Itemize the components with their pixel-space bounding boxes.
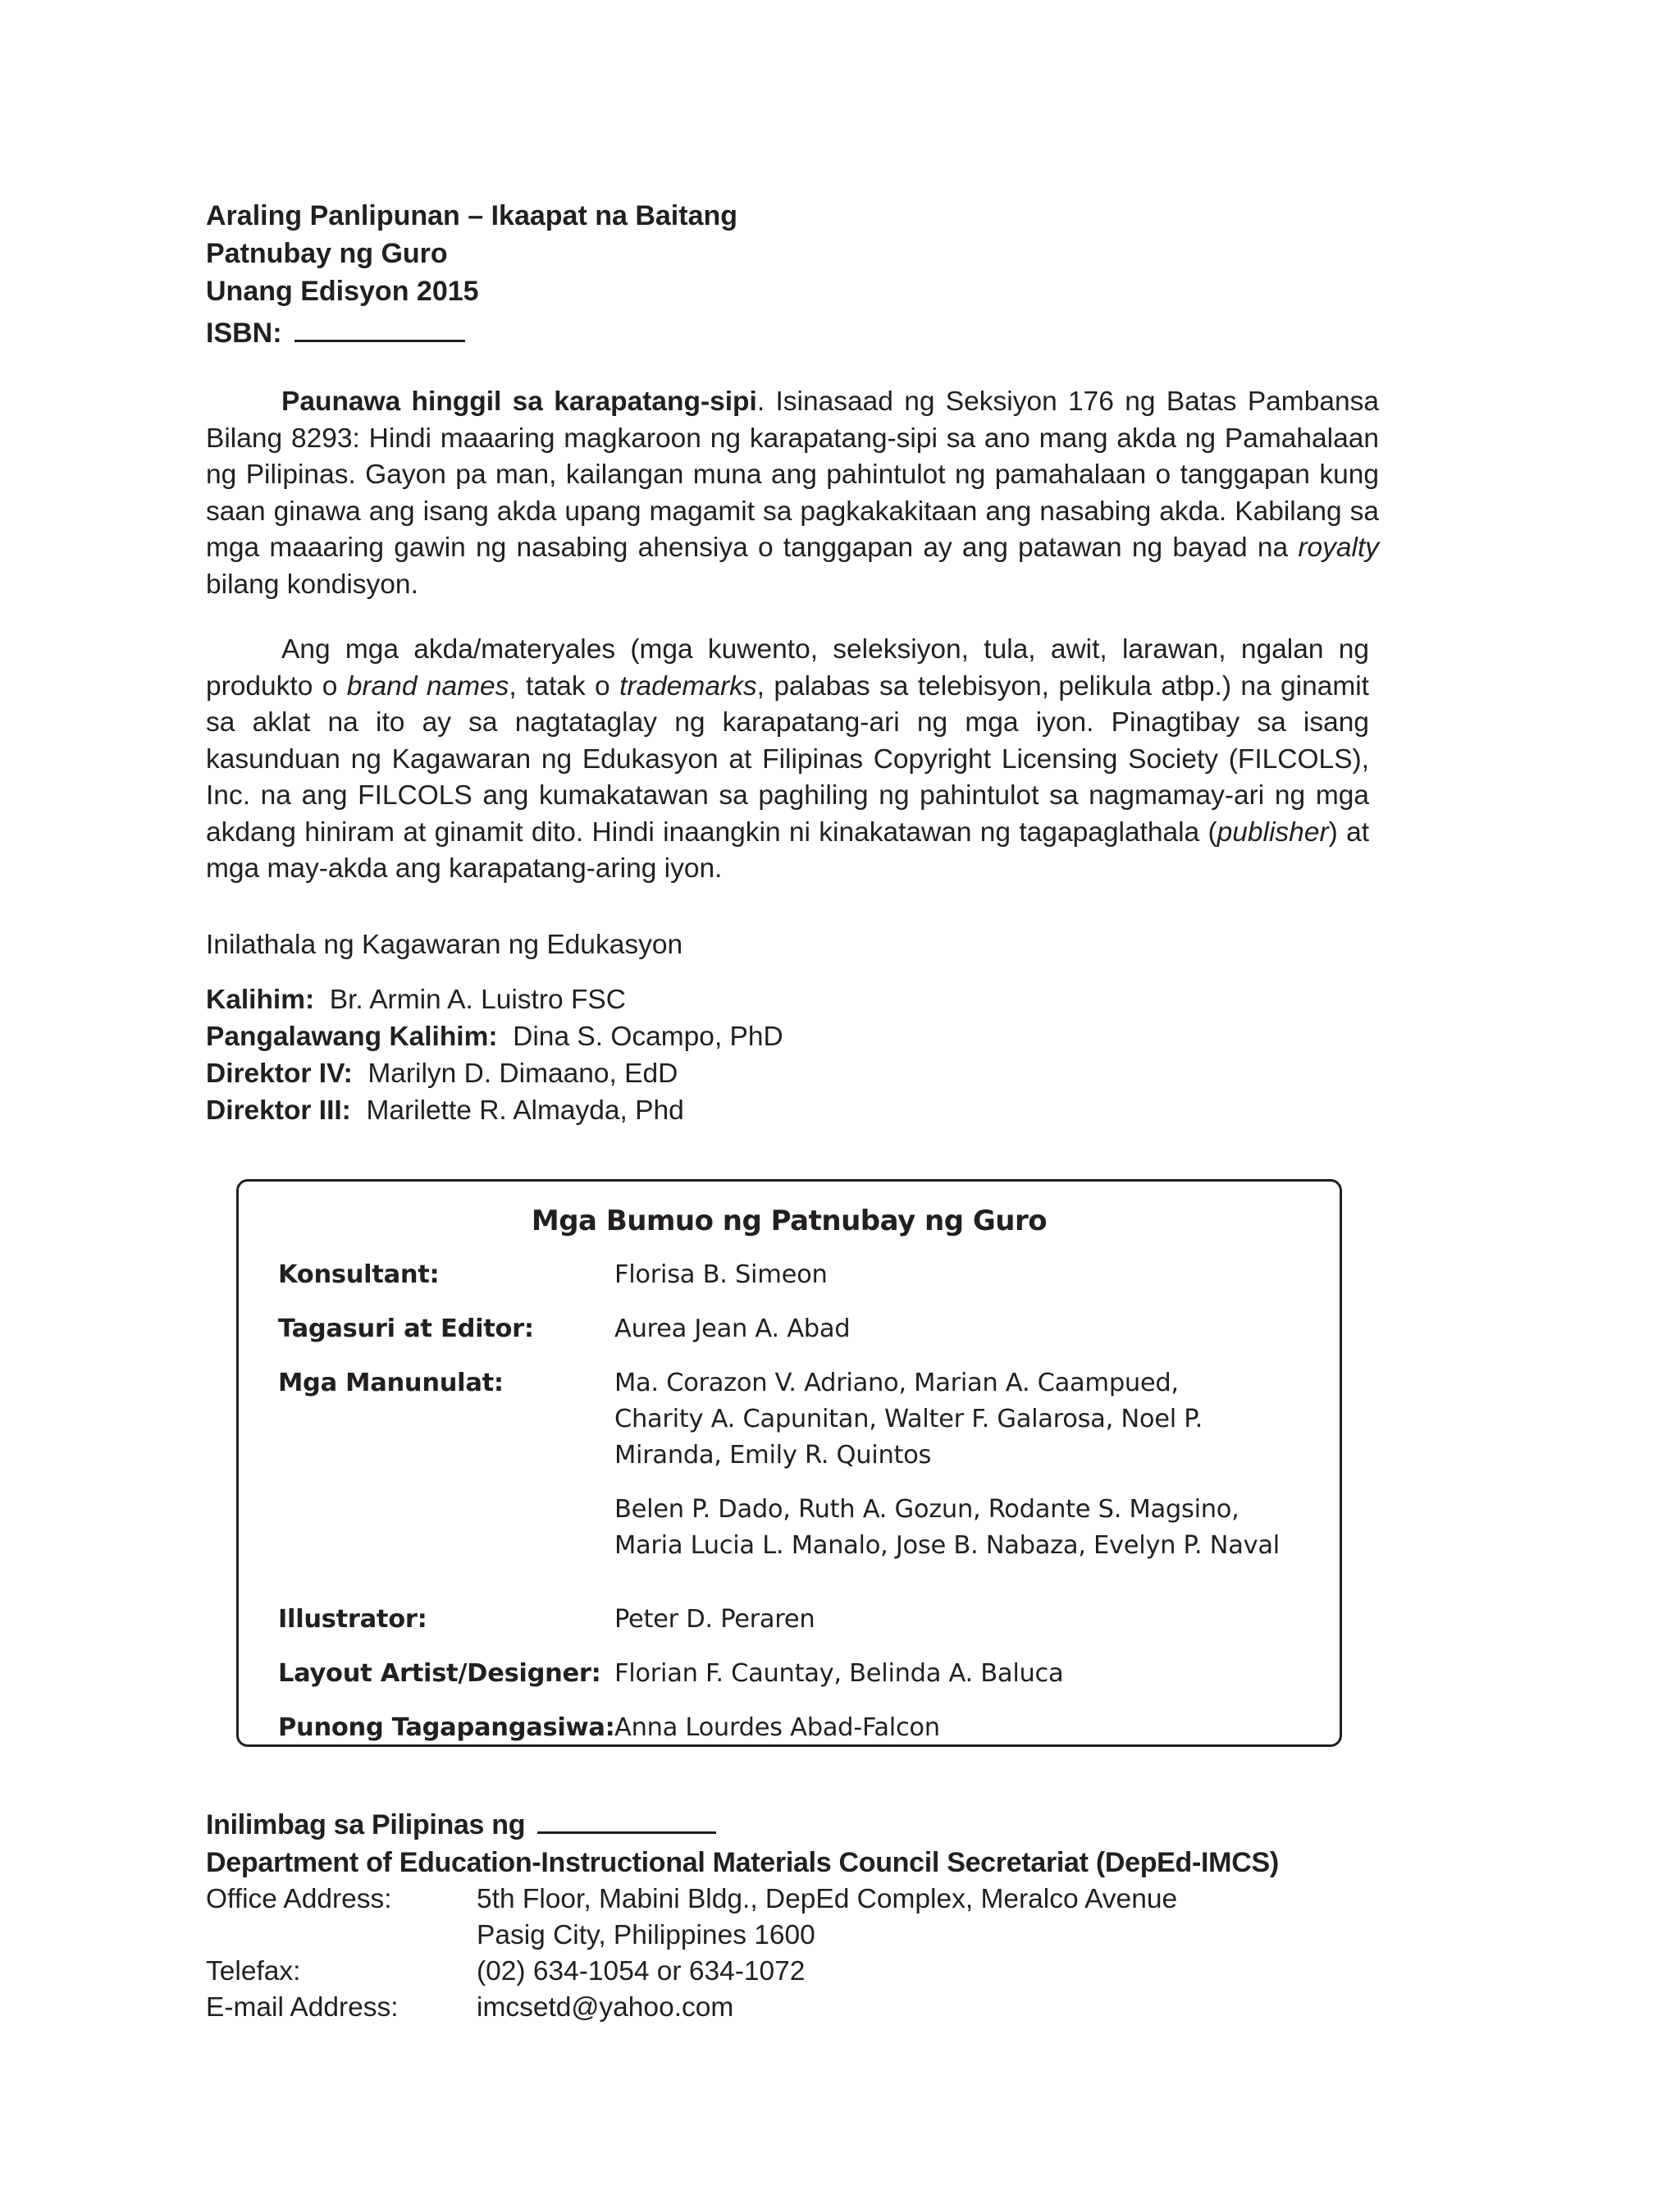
copyright-notice-text2: bilang kondisyon. (206, 569, 418, 600)
copyright-page (206, 197, 1379, 1126)
officials-list (206, 981, 783, 1129)
email-label: E-mail Address: (206, 1992, 399, 2023)
telefax-value: (02) 634-1054 or 634-1072 (477, 1956, 806, 1987)
office-address-row (206, 1881, 1436, 1918)
official-name: Marilette R. Almayda, Phd (366, 1095, 684, 1126)
official-row (206, 981, 783, 1018)
official-role: Kalihim: (206, 985, 315, 1015)
credits-title: Mga Bumuo ng Patnubay ng Guro (531, 1205, 1048, 1237)
writers-line: Ma. Corazon V. Adriano, Marian A. Caampued, (614, 1369, 1179, 1397)
credit-role: Tagasuri at Editor: (278, 1314, 534, 1343)
office-address-line2: Pasig City, Philippines 1600 (477, 1920, 815, 1950)
department-name: Department of Education-Instructional Materials Council Secretariat (DepEd-IMCS) (206, 1847, 1279, 1878)
writers-line: Belen P. Dado, Ruth A. Gozun, Rodante S. Magsino, (614, 1495, 1239, 1524)
official-role: Direktor III: (206, 1095, 351, 1126)
book-info (206, 197, 1379, 352)
writers-line: Maria Lucia L. Manalo, Jose B. Nabaza, Evelyn P. Naval (614, 1531, 1280, 1560)
credits-box (236, 1179, 1342, 1747)
copyright-notice-text1: . Isinasaad ng Seksiyon 176 ng Batas Pambansa Bilang 8293: Hindi maaaring magkaroon ng karapatang-sipi sa ano mang akda ng Pamahalaan ng Pilipinas. Gayon pa man, kailangan muna ang pahintulot ng pamahalaan o tanggapan kung saan ginawa ang isang akda upang magamit sa pagkakakitaan ang nasabing akda. Kabilang sa mga maaaring gawin ng nasabing ahensiya o tanggapan ay ang patawan ng bayad na (206, 386, 1379, 563)
materials-notice (206, 632, 1369, 888)
credit-names: Aurea Jean A. Abad (614, 1314, 851, 1343)
printed-in-label: Inilimbag sa Pilipinas ng (206, 1809, 526, 1840)
isbn-line (206, 310, 1379, 352)
official-name: Br. Armin A. Luistro FSC (329, 985, 626, 1015)
edition: Unang Edisyon 2015 (206, 276, 479, 307)
credit-role: Layout Artist/Designer: (278, 1659, 601, 1688)
official-role: Direktor IV: (206, 1058, 353, 1089)
credit-names: Anna Lourdes Abad-Falcon (614, 1713, 940, 1742)
official-role: Pangalawang Kalihim: (206, 1022, 498, 1052)
royalty-term: royalty (1298, 533, 1379, 563)
printer-blank (537, 1802, 716, 1834)
book-title: Araling Panlipunan – Ikaapat na Baitang (206, 200, 738, 231)
credit-role: Konsultant: (278, 1260, 440, 1289)
isbn-label: ISBN: (206, 318, 282, 349)
copyright-notice-lead: Paunawa hinggil sa karapatang-sipi (281, 386, 757, 417)
credit-names: Florisa B. Simeon (614, 1260, 828, 1289)
official-name: Dina S. Ocampo, PhD (513, 1022, 783, 1052)
telefax-label: Telefax: (206, 1956, 301, 1987)
materials-notice-text3: , palabas sa telebisyon, pelikula atbp.) na ginamit sa aklat na ito ay sa nagtataglay ng karapatang-ari ng mga iyon. Pinagtibay sa isang kasunduan ng Kagawaran ng Edukasyon at Filipinas Copyright Licensing Society (FILCOLS), Inc. na ang FILCOLS ang kumakatawan sa paghiling ng pahintulot sa nagmamay-ari ng mga akdang hiniram at ginamit dito. Hindi inaangkin ni kinakatawan ng tagapaglathala ( (206, 670, 1369, 848)
materials-notice-text2: , tatak o (509, 670, 620, 702)
credit-role: Mga Manunulat: (278, 1369, 504, 1397)
writers-line: Miranda, Emily R. Quintos (614, 1441, 932, 1470)
office-address-label: Office Address: (206, 1884, 392, 1914)
credit-names: Florian F. Cauntay, Belinda A. Baluca (614, 1659, 1064, 1688)
credit-names (614, 1365, 1320, 1564)
writers-line: Charity A. Capunitan, Walter F. Galarosa, Noel P. (614, 1405, 1203, 1433)
materials-notice-text4: ) at mga may-akda ang karapatang-aring iyon. (206, 816, 1370, 884)
credit-names: Peter D. Peraren (614, 1605, 815, 1634)
printed-in-line (206, 1802, 1436, 1844)
printer-info (206, 1802, 1436, 2026)
published-by: Inilathala ng Kagawaran ng Edukasyon (206, 930, 683, 960)
telefax-row (206, 1954, 1436, 1990)
publisher-term: publisher (1217, 816, 1329, 848)
email-row (206, 1990, 1436, 2026)
email-value[interactable]: imcsetd@yahoo.com (477, 1992, 734, 2023)
materials-notice-text1: Ang mga akda/materyales (mga kuwento, seleksiyon, tula, awit, larawan, ngalan ng produkto o (206, 634, 1369, 702)
brand-names-term: brand names (346, 670, 509, 702)
trademarks-term: trademarks (619, 670, 757, 702)
book-subtitle: Patnubay ng Guro (206, 238, 448, 269)
official-row (206, 1018, 783, 1055)
official-name: Marilyn D. Dimaano, EdD (368, 1058, 678, 1089)
official-row (206, 1092, 783, 1129)
office-address-line1: 5th Floor, Mabini Bldg., DepEd Complex, Meralco Avenue (477, 1884, 1178, 1914)
credit-role: Illustrator: (278, 1605, 427, 1634)
copyright-notice (206, 384, 1379, 603)
credit-role: Punong Tagapangasiwa: (278, 1713, 615, 1742)
isbn-blank (294, 310, 465, 342)
official-row (206, 1055, 783, 1092)
office-address-row-2 (206, 1918, 1436, 1954)
